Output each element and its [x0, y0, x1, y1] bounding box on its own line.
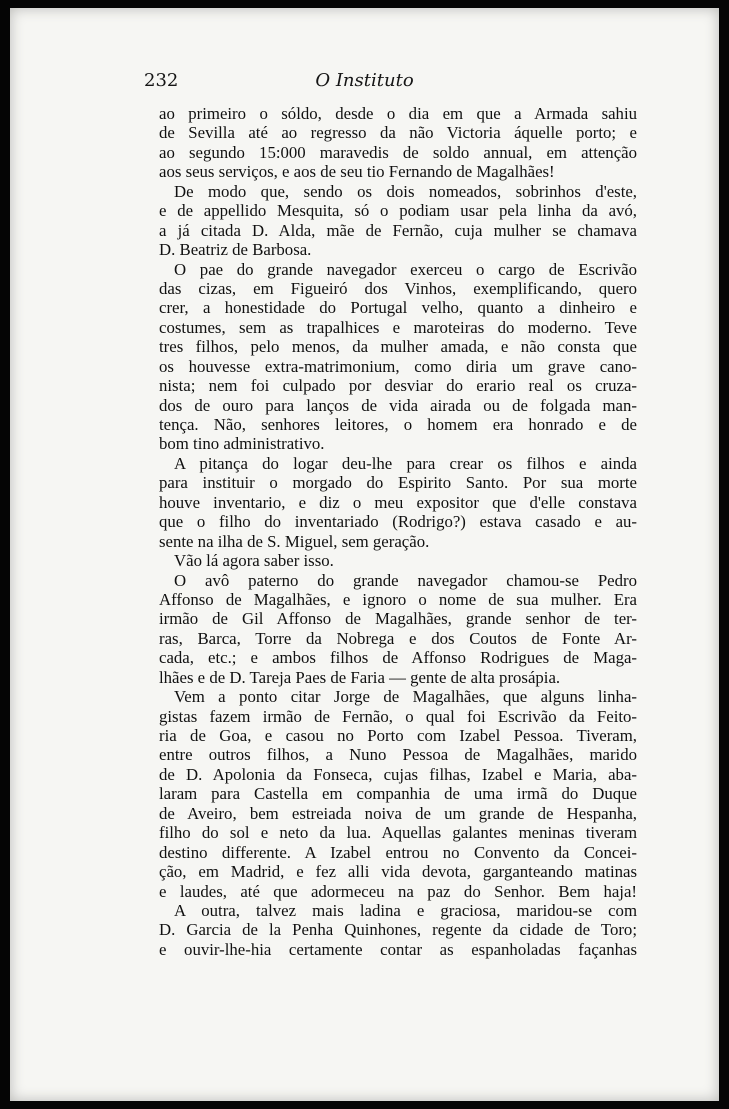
text-line: para instituir o morgado do Espirito Santo. Por sua morte: [159, 473, 637, 493]
text-line: nista; nem foi culpado por desviar do erario real os cruza-: [159, 376, 637, 396]
running-title: O Instituto: [315, 70, 414, 91]
text-line: gistas fazem irmão de Fernão, o qual foi Escrivão da Feito-: [159, 706, 637, 726]
text-line: houve inventario, e diz o meu expositor que d'elle constava: [159, 492, 637, 512]
text-line: destino differente. A Izabel entrou no Convento da Concei-: [159, 842, 637, 862]
text-line: Vem a ponto citar Jorge de Magalhães, que alguns linha-: [174, 687, 637, 707]
text-line: de D. Apolonia da Fonseca, cujas filhas, Izabel e Maria, aba-: [159, 764, 637, 784]
text-line: e ouvir-lhe-hia certamente contar as espanholadas façanhas: [159, 939, 637, 959]
body-text: [159, 104, 637, 959]
text-line: que o filho do inventariado (Rodrigo?) estava casado e au-: [159, 512, 637, 532]
text-line: e de appellido Mesquita, só o podiam usar pela linha da avó,: [159, 201, 637, 221]
text-line: A pitança do logar deu-lhe para crear os filhos e ainda: [174, 453, 637, 473]
text-line: dos de ouro para lanços de vida airada ou de folgada man-: [159, 395, 637, 415]
text-line: filho do sol e neto da lua. Aquellas galantes meninas tiveram: [159, 823, 637, 843]
text-line: das cizas, em Figueiró dos Vinhos, exemplificando, quero: [159, 278, 637, 298]
text-line: costumes, sem as trapalhices e maroteiras do moderno. Teve: [159, 317, 637, 337]
text-line: e laudes, até que adormeceu na paz do Senhor. Bem haja!: [159, 881, 637, 901]
text-line: irmão de Gil Affonso de Magalhães, grande senhor de ter-: [159, 609, 637, 629]
text-line: D. Garcia de la Penha Quinhones, regente da cidade de Toro;: [159, 920, 637, 940]
text-line: D. Beatriz de Barbosa.: [159, 240, 312, 260]
text-line: Vão lá agora saber isso.: [174, 551, 334, 571]
text-line: ao primeiro o sóldo, desde o dia em que a Armada sahiu: [159, 104, 637, 123]
text-line: os houvesse extra-matrimonium, como diria um grave cano-: [159, 356, 637, 376]
text-line: aos seus serviços, e aos de seu tio Fernando de Magalhães!: [159, 162, 555, 182]
text-line: lhães e de D. Tareja Paes de Faria — gente de alta prosápia.: [159, 667, 561, 687]
page-number: 232: [144, 70, 179, 91]
running-head: [10, 64, 719, 94]
text-line: De modo que, sendo os dois nomeados, sobrinhos d'este,: [174, 181, 637, 201]
text-line: A outra, talvez mais ladina e graciosa, maridou-se com: [174, 900, 637, 920]
text-line: tença. Não, senhores leitores, o homem era honrado e de: [159, 415, 637, 434]
text-line: ria de Goa, e casou no Porto com Izabel Pessoa. Tiveram,: [159, 726, 637, 745]
text-line: O avô paterno do grande navegador chamou-se Pedro: [174, 570, 637, 590]
text-line: de Sevilla até ao regresso da não Victoria áquelle porto; e: [159, 123, 637, 143]
text-line: cada, etc.; e ambos filhos de Affonso Rodrigues de Maga-: [159, 648, 637, 668]
text-line: ao segundo 15:000 maravedis de soldo annual, em attenção: [159, 142, 637, 162]
text-line: ras, Barca, Torre da Nobrega e dos Coutos de Fonte Ar-: [159, 628, 637, 648]
text-line: sente na ilha de S. Miguel, sem geração.: [159, 531, 430, 551]
text-line: a já citada D. Alda, mãe de Fernão, cuja mulher se chamava: [159, 220, 637, 240]
book-page: [10, 8, 719, 1101]
text-line: crer, a honestidade do Portugal velho, quanto a dinheiro e: [159, 298, 637, 318]
text-line: entre outros filhos, a Nuno Pessoa de Magalhães, marido: [159, 745, 637, 765]
text-line: O pae do grande navegador exerceu o cargo de Escrivão: [174, 259, 637, 279]
text-line: Affonso de Magalhães, e ignoro o nome de sua mulher. Era: [159, 589, 637, 609]
text-line: laram para Castella em companhia de uma irmã do Duque: [159, 784, 637, 804]
text-line: bom tino administrativo.: [159, 434, 325, 454]
text-line: ção, em Madrid, e fez alli vida devota, garganteando matinas: [159, 862, 637, 882]
text-line: de Aveiro, bem estreiada noiva de um grande de Hespanha,: [159, 803, 637, 823]
text-line: tres filhos, pelo menos, da mulher amada, e não consta que: [159, 337, 637, 357]
